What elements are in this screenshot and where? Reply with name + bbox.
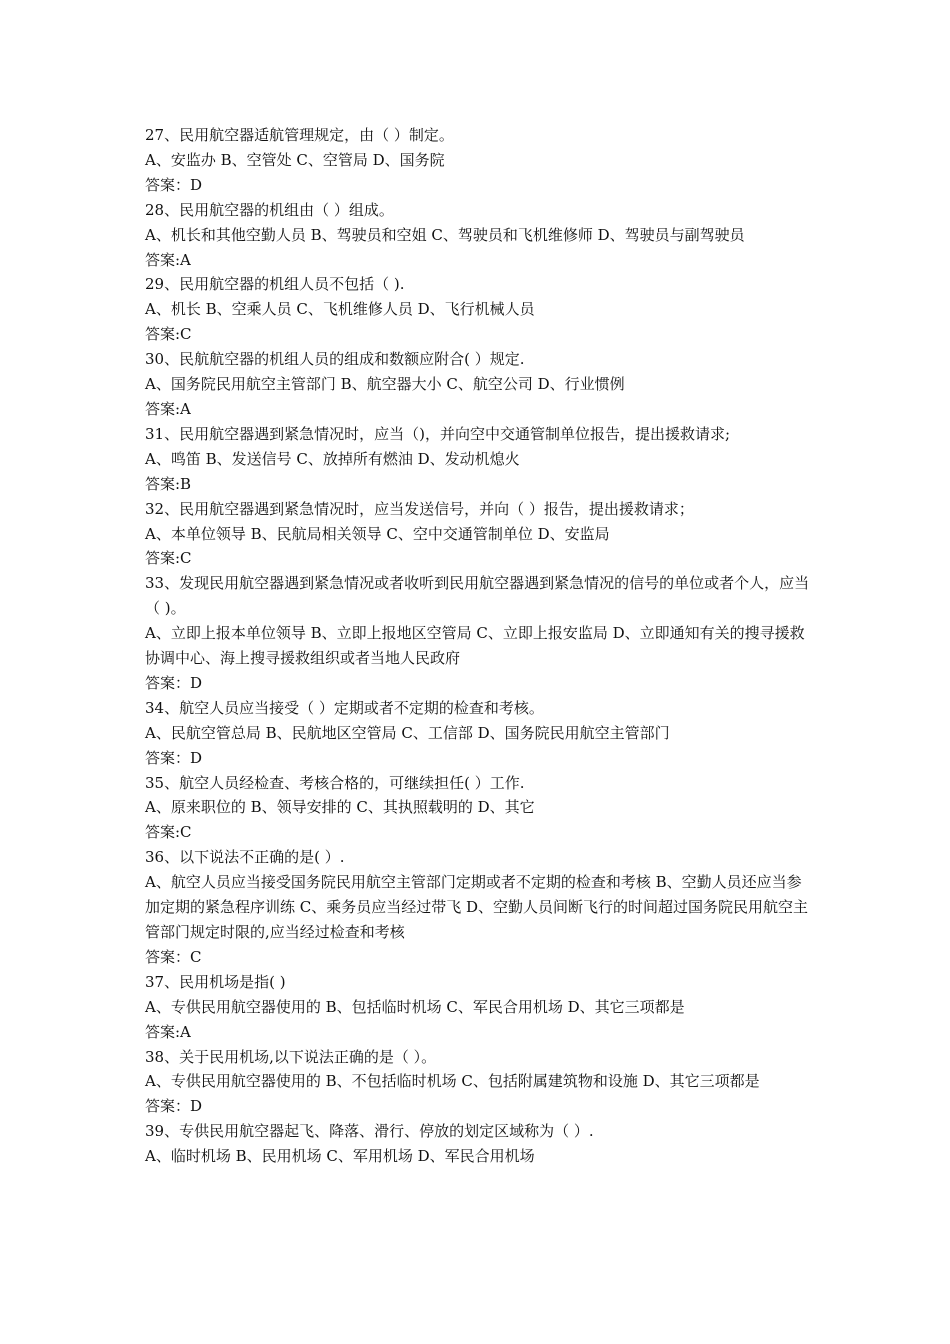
document-body <box>145 123 810 1169</box>
question-block <box>145 497 810 572</box>
question-block <box>145 347 810 422</box>
question-text: 33、发现民用航空器遇到紧急情况或者收听到民用航空器遇到紧急情况的信号的单位或者个人，应当（ )。 <box>145 574 810 618</box>
options-text: A、专供民用航空器使用的 B、不包括临时机场 C、包括附属建筑物和设施 D、其它三项都是 <box>145 1072 760 1091</box>
answer-text: 答案：C <box>145 947 202 966</box>
question-text: 32、民用航空器遇到紧急情况时，应当发送信号，并向（ ）报告，提出援救请求； <box>145 499 694 518</box>
answer-text: 答案:C <box>145 325 192 344</box>
question-block <box>145 123 810 198</box>
answer-text: 答案：D <box>145 748 203 767</box>
answer-text: 答案:A <box>145 399 191 418</box>
question-text: 37、民用机场是指( ) <box>145 972 286 991</box>
answer-text: 答案:A <box>145 250 191 269</box>
question-block <box>145 422 810 497</box>
question-block <box>145 696 810 771</box>
question-text: 39、专供民用航空器起飞、降落、滑行、停放的划定区域称为（ ）. <box>145 1122 594 1141</box>
question-text: 28、民用航空器的机组由（ ）组成。 <box>145 200 394 219</box>
options-text: A、机长和其他空勤人员 B、驾驶员和空姐 C、驾驶员和飞机维修师 D、驾驶员与副驾驶员 <box>145 225 745 244</box>
answer-text: 答案:C <box>145 823 192 842</box>
question-text: 34、航空人员应当接受（ ）定期或者不定期的检查和考核。 <box>145 698 544 717</box>
options-text: A、立即上报本单位领导 B、立即上报地区空管局 C、立即上报安监局 D、立即通知有关的搜寻援救协调中心、海上搜寻援救组织或者当地人民政府 <box>145 624 805 668</box>
options-text: A、安监办 B、空管处 C、空管局 D、国务院 <box>145 150 445 169</box>
answer-text: 答案：D <box>145 175 203 194</box>
question-block <box>145 272 810 347</box>
options-text: A、原来职位的 B、领导安排的 C、其执照载明的 D、其它 <box>145 798 535 817</box>
options-text: A、国务院民用航空主管部门 B、航空器大小 C、航空公司 D、行业惯例 <box>145 375 625 394</box>
question-text: 38、关于民用机场,以下说法正确的是（ ）。 <box>145 1047 437 1066</box>
options-text: A、鸣笛 B、发送信号 C、放掉所有燃油 D、发动机熄火 <box>145 449 520 468</box>
answer-text: 答案:C <box>145 549 192 568</box>
options-text: A、临时机场 B、民用机场 C、军用机场 D、军民合用机场 <box>145 1147 535 1166</box>
question-block <box>145 970 810 1045</box>
question-block <box>145 845 810 970</box>
question-text: 31、民用航空器遇到紧急情况时，应当（)，并向空中交通管制单位报告，提出援救请求; <box>145 424 730 443</box>
options-text: A、机长 B、空乘人员 C、飞机维修人员 D、飞行机械人员 <box>145 300 535 319</box>
answer-text: 答案：D <box>145 1097 203 1116</box>
question-text: 36、以下说法不正确的是( ）. <box>145 848 345 867</box>
question-block <box>145 198 810 273</box>
options-text: A、航空人员应当接受国务院民用航空主管部门定期或者不定期的检查和考核 B、空勤人员还应当参加定期的紧急程序训练 C、乘务员应当经过带飞 D、空勤人员间断飞行的时间超过国务院民用航空主管部门规定时限的,应当经过检查和考核 <box>145 873 809 941</box>
question-text: 35、航空人员经检查、考核合格的，可继续担任( ）工作. <box>145 773 525 792</box>
question-block <box>145 1045 810 1120</box>
question-block <box>145 1119 810 1169</box>
options-text: A、专供民用航空器使用的 B、包括临时机场 C、军民合用机场 D、其它三项都是 <box>145 997 685 1016</box>
question-block <box>145 771 810 846</box>
answer-text: 答案:B <box>145 474 192 493</box>
answer-text: 答案：D <box>145 673 203 692</box>
question-text: 30、民航航空器的机组人员的组成和数额应附合( ）规定. <box>145 350 525 369</box>
question-text: 27、民用航空器适航管理规定，由（ ）制定。 <box>145 126 454 144</box>
options-text: A、民航空管总局 B、民航地区空管局 C、工信部 D、国务院民用航空主管部门 <box>145 723 670 742</box>
question-text: 29、民用航空器的机组人员不包括（ ). <box>145 275 405 294</box>
options-text: A、本单位领导 B、民航局相关领导 C、空中交通管制单位 D、安监局 <box>145 524 610 543</box>
question-block <box>145 571 810 696</box>
answer-text: 答案:A <box>145 1022 191 1041</box>
